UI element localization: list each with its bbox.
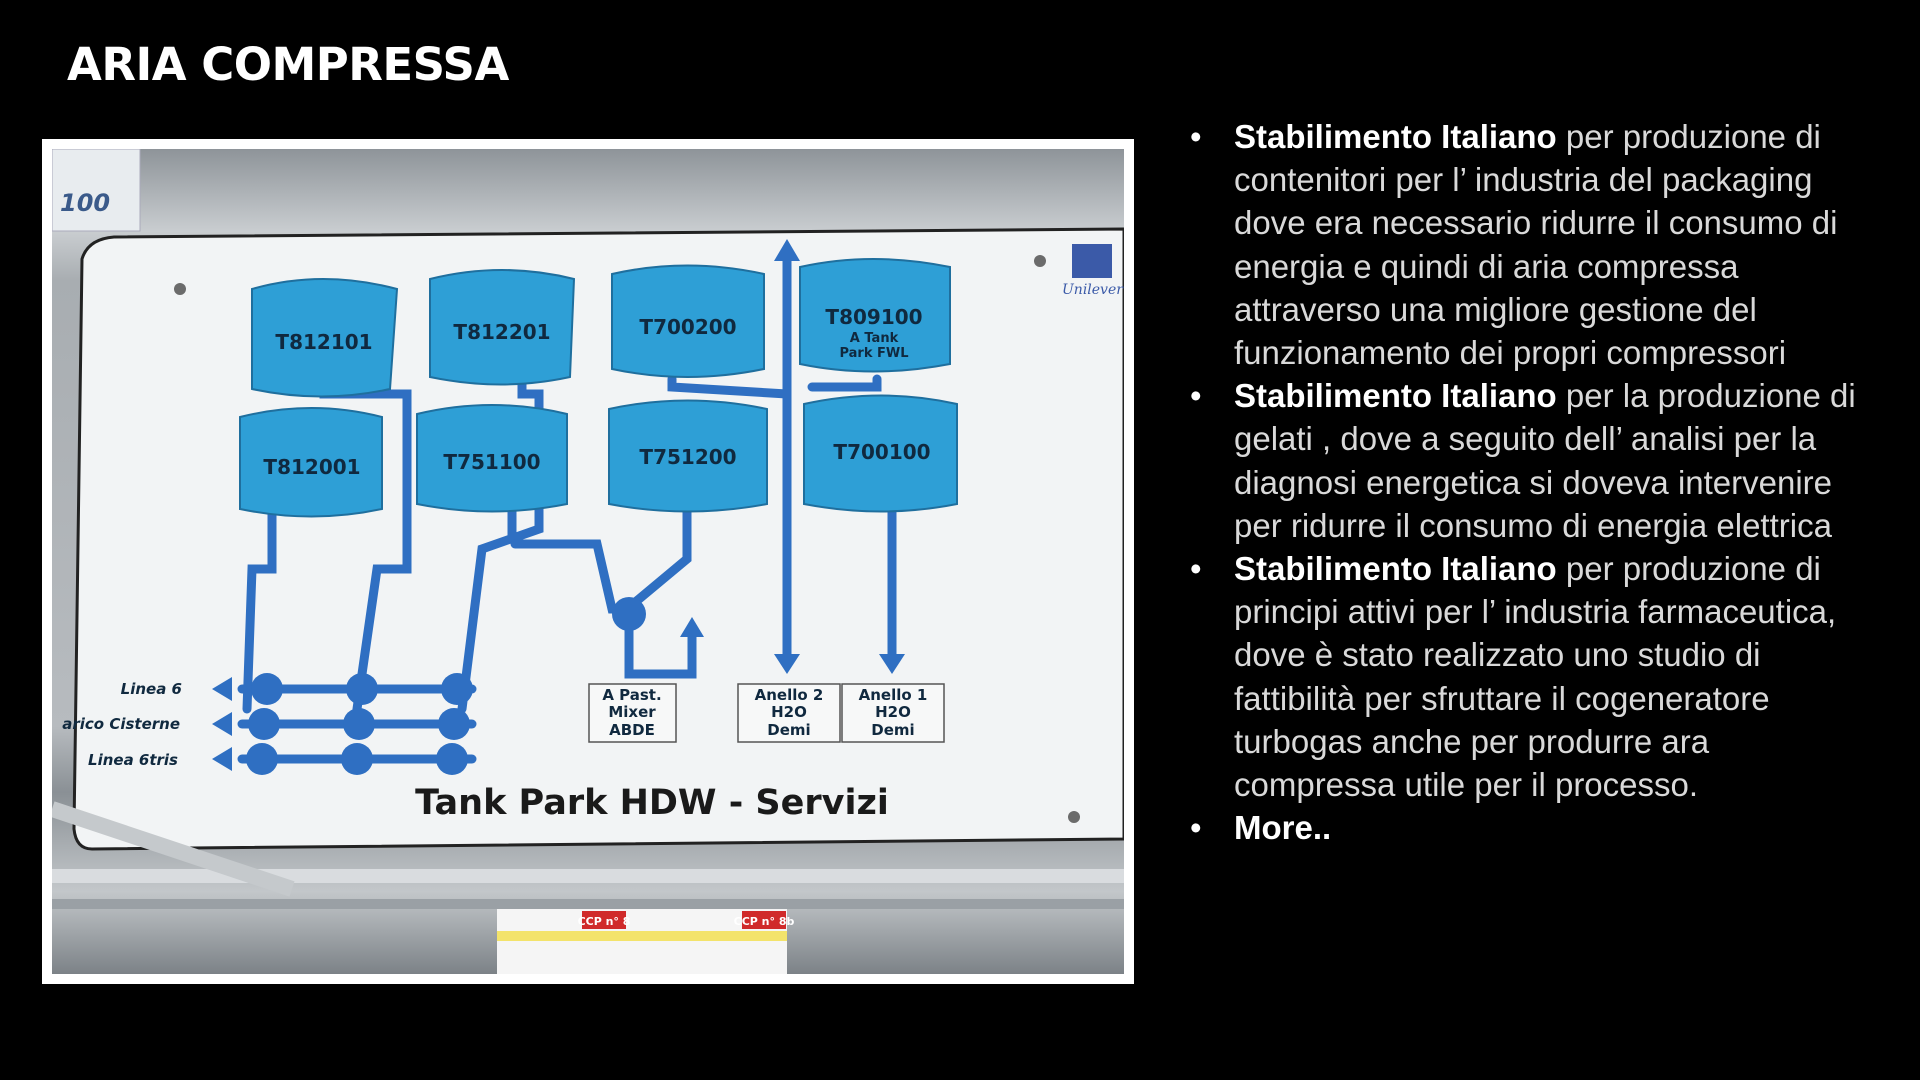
tank-label-7: T751200 [639,445,737,469]
box-3-line-3: Demi [871,721,915,739]
tank-label-3: T700200 [639,315,737,339]
tank-label-6: T751100 [443,450,541,474]
box-3-line-2: H2O [875,703,911,721]
photo-frame [42,139,1134,984]
bullet-item-4 [1188,806,1878,849]
ccp-label-2: CCP n° 8b [733,915,795,928]
tank-park-board [52,149,1124,974]
bullet-list [1188,115,1878,849]
ccp-label-1: CCP n° 8 [577,915,631,928]
bullet-item-1 [1188,115,1878,374]
tank-label-1: T812101 [275,330,373,354]
bullet-4-bold: More.. [1234,809,1332,847]
bullet-item-2 [1188,374,1878,547]
bullet-2-text: per la produzione di gelati , dove a seguito dell’ analisi per la diagnosi energetica si doveva intervenire per ridurre il consumo di energia elettrica [1234,377,1856,544]
line-label-3: Linea 6tris [88,751,178,769]
bullet-2-bold: Stabilimento Italiano [1234,377,1557,415]
line-label-2: arico Cisterne [62,715,180,733]
bullet-3-text: per produzione di principi attivi per l’ industria farmaceutica, dove è stato realizzato uno studio di fattibilità per sfruttare il cogeneratore turbogas anche per produrre ara compressa utile per il processo. [1234,550,1837,804]
board-title: Tank Park HDW - Servizi [415,783,889,823]
tank-sublabel-1: A Tank [849,331,899,346]
line-label-1: Linea 6 [120,680,182,698]
box-1-line-1: A Past. [602,686,662,704]
box-2-line-3: Demi [767,721,811,739]
box-1-line-2: Mixer [608,703,656,721]
tank-label-2: T812201 [453,320,551,344]
tank-sublabel-2: Park FWL [839,346,909,361]
bullet-item-3 [1188,547,1878,806]
bullet-1-text: per produzione di contenitori per l’ industria del packaging dove era necessario ridurre il consumo di energia e quindi di aria compressa attraverso una migliore gestione del funzionamento dei propri compressori [1234,118,1838,372]
box-1-line-3: ABDE [609,721,655,739]
box-2-line-1: Anello 2 [754,686,824,704]
tank-label-4: T809100 [825,305,923,329]
tank-label-8: T700100 [833,440,931,464]
bullet-3-bold: Stabilimento Italiano [1234,550,1557,588]
slide-title: ARIA COMPRESSA [67,38,509,91]
brand-logo: Unilever [1062,282,1123,298]
tank-park-photo [52,149,1124,974]
box-2-line-2: H2O [771,703,807,721]
tank-label-5: T812001 [263,455,361,479]
corner-tag-text: 100 [60,189,111,217]
box-3-line-1: Anello 1 [858,686,928,704]
bullet-1-bold: Stabilimento Italiano [1234,118,1557,155]
